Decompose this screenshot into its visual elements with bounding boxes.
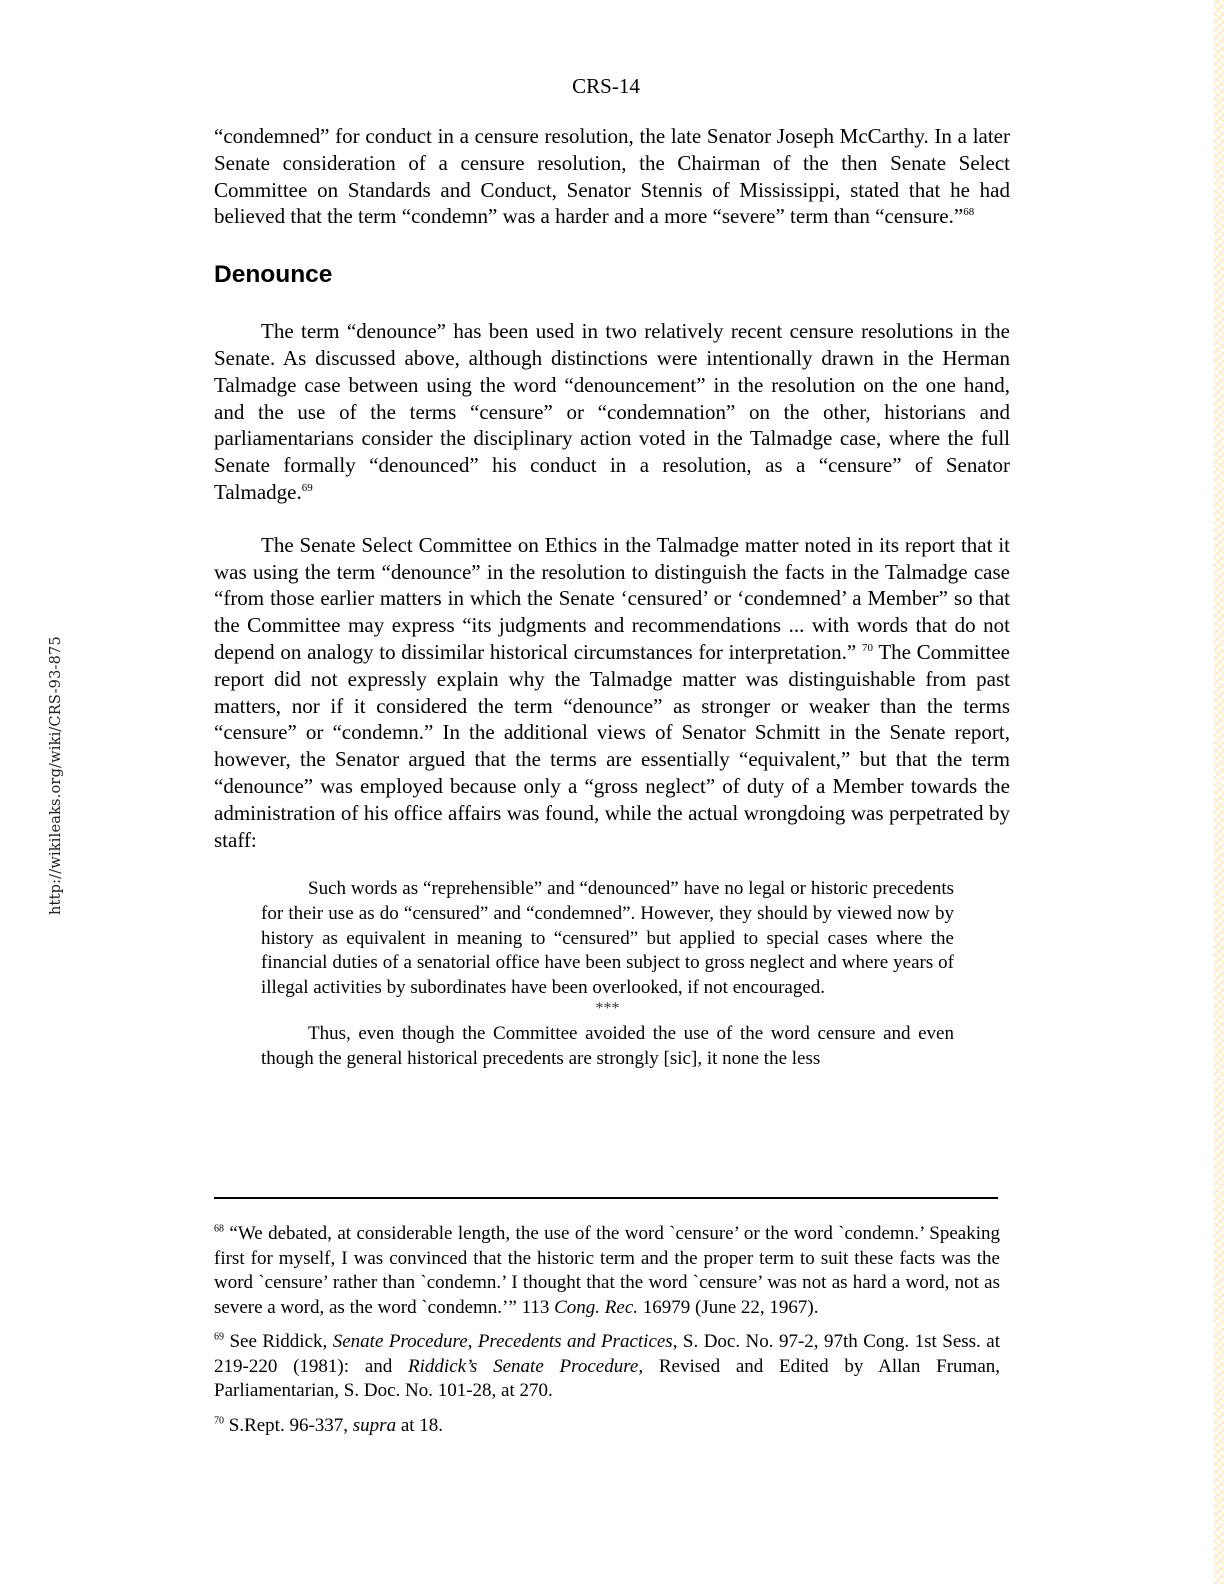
footnote-68-citation-italic: Cong. Rec. [554,1296,639,1318]
footnote-68 [214,1222,1000,1320]
side-watermark-url[interactable]: http://wikileaks.org/wiki/CRS-93-875 [48,636,64,915]
footnote-68-tail: 16979 (June 22, 1967). [638,1296,819,1318]
paragraph-2-text-a: The Senate Select Committee on Ethics in the Talmadge matter noted in its report that it was using the term “denounce” in the resolution to distinguish the facts in the Talmadge case “from those earlier matters in which the Senate ‘censured’ or ‘condemned’ a Member” so that the Committee may express “its judgments and recommendations ... with words that do not depend on analogy to dissimilar historical circumstances for interpretation.” [214,532,1010,664]
opening-paragraph [214,123,1010,230]
footnote-69-text: See Riddick, [224,1331,333,1352]
footnote-number-70: 70 [214,1415,224,1427]
scan-edge-artifact [1214,0,1224,1584]
section-heading-denounce: Denounce [214,261,333,289]
footnote-70-text: S.Rept. 96-337, [224,1414,353,1436]
footnote-69-title-italic-2: Riddick’s Senate Procedure, [408,1355,644,1377]
footnote-number-69: 69 [214,1331,224,1343]
paragraph-1 [214,318,1010,506]
opening-paragraph-text: “condemned” for conduct in a censure resolution, the late Senator Joseph McCarthy. In a later Senate consideration of a censure resolution, the Chairman of the then Senate Select Committee on Standards and Conduct, Senator Stennis of Mississippi, stated that he had believed that the term “condemn” was a harder and a more “severe” term than “censure.” [214,124,1010,229]
footnote-ref-68[interactable]: 68 [963,206,975,219]
footnote-70 [214,1414,1000,1439]
footnotes-section [214,1222,1000,1448]
block-quote-separator: *** [595,1000,620,1018]
footnote-70-tail: at 18. [396,1414,444,1436]
footnote-68-text: “We debated, at considerable length, the use of the word `censure’ or the word `condemn.’ Speaking first for myself, I was convinced that the historic term and the proper term to suit these facts was the word `censure’ rather than `condemn.’ I thought that the word `censure’ was not as hard a word, not as severe a word, as the word `condemn.’” 113 [214,1223,1000,1318]
footnote-70-supra-italic: supra [352,1414,397,1436]
page-header-number: CRS-14 [572,74,640,98]
paragraph-2-text-b: The Committee report did not expressly explain why the Talmadge matter was distinguishable from past matters, nor if it considered the term “denounce” as stronger or weaker than the terms “censure” or “condemn.” In the additional views of Senator Schmitt in the Senate report, however, the Senator argued that the terms are essentially “equivalent,” but that the term “denounce” was employed because only a “gross neglect” of duty of a Member towards the administration of his office affairs was found, while the actual wrongdoing was perpetrated by staff: [214,639,1011,852]
block-quote-2: Thus, even though the Committee avoided the use of the word censure and even though the general historical precedents are strongly [sic], it none the less [261,1023,954,1069]
footnote-69-title-italic: Senate Procedure, Precedents and Practices [332,1331,673,1352]
footnote-ref-69[interactable]: 69 [301,481,313,494]
footnote-number-68: 68 [214,1223,224,1235]
footnote-69 [214,1330,1000,1404]
footnote-ref-70[interactable]: 70 [861,641,873,654]
block-quote-1: Such words as “reprehensible” and “denounced” have no legal or historic precedents for their use as do “censured” and “condemned”. However, they should by viewed now by history as equivalent in meaning to “censured” but applied to special cases where the financial duties of a senatorial office have been subject to gross neglect and where years of illegal activities by subordinates have been overlooked, if not encouraged. [261,878,954,998]
footnote-69-mid: , S. Doc. No. 97-2, 97th Cong. 1st Sess. at 219-220 (1981): and [214,1331,1000,1377]
footnote-divider [214,1197,998,1199]
footnote-69-tail: Revised and Edited by Allan Fruman, Parliamentarian, S. Doc. No. 101-28, at 270. [214,1355,1001,1401]
main-content [214,123,1010,1071]
paragraph-2 [214,532,1010,854]
paragraph-1-text: The term “denounce” has been used in two relatively recent censure resolutions in the Senate. As discussed above, although distinctions were intentionally drawn in the Herman Talmadge case between using the word “denouncement” in the resolution on the one hand, and the use of the terms “censure” or “condemnation” on the other, historians and parliamentarians consider the disciplinary action voted in the Talmadge case, where the full Senate formally “denounced” his conduct in a resolution, as a “censure” of Senator Talmadge. [214,319,1010,504]
